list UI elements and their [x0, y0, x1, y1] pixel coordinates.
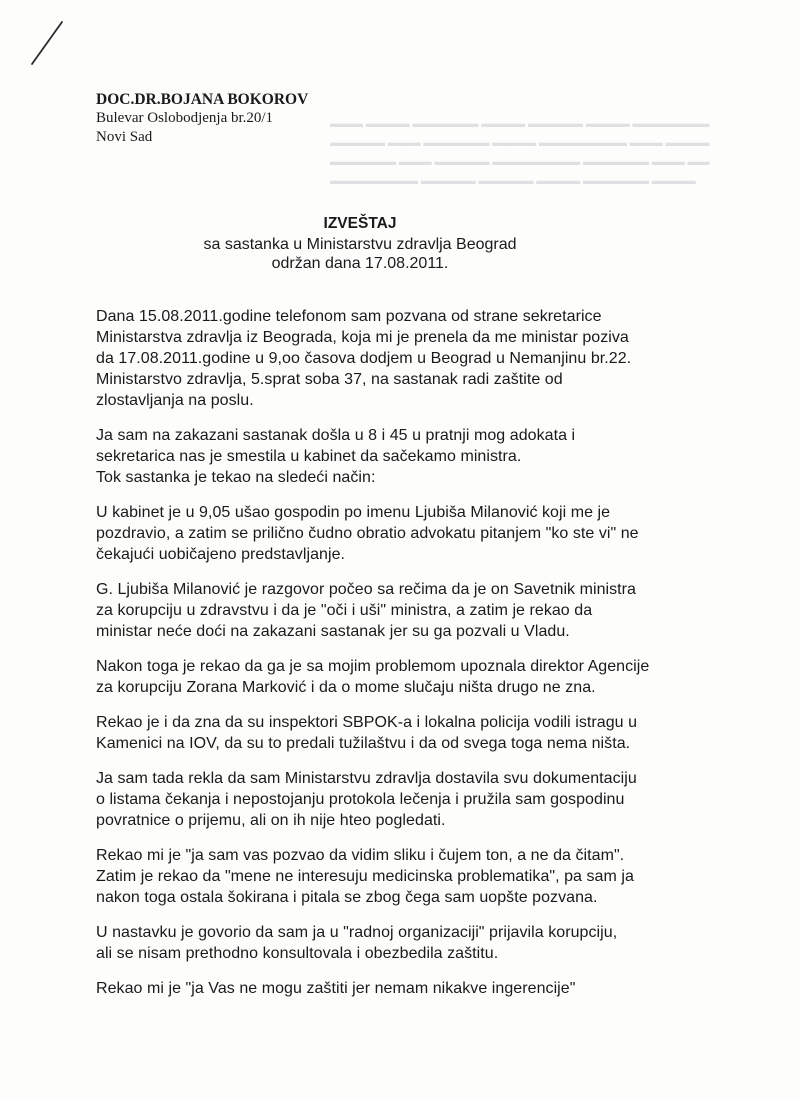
paragraph-line: Dana 15.08.2011.godine telefonom sam pozvana od strane sekretarice [96, 308, 602, 325]
paragraph-line: nakon toga ostala šokirana i pitala se zbog čega sam uopšte pozvana. [96, 889, 598, 906]
paragraph-line: Ministarstva zdravlja iz Beograda, koja mi je prenela da me ministar poziva [96, 329, 629, 346]
paragraph-line: čekajući uobičajeno predstavljanje. [96, 546, 346, 563]
body-paragraph [96, 845, 696, 908]
paragraph-line: U kabinet je u 9,05 ušao gospodin po imenu Ljubiša Milanović koji me je [96, 504, 611, 521]
body-paragraph [96, 306, 696, 411]
paragraph-line: Kamenici na IOV, da su to predali tužilaštvu i da od svega toga nema ništa. [96, 735, 631, 752]
paragraph-line: sekretarica nas je smestila u kabinet da sačekamo ministra. [96, 448, 522, 465]
body-paragraph [96, 922, 696, 964]
paragraph-line: Ja sam tada rekla da sam Ministarstvu zdravlja dostavila svu dokumentaciju [96, 770, 637, 787]
paragraph-line: Rekao mi je "ja sam vas pozvao da vidim sliku i čujem ton, a ne da čitam". [96, 847, 625, 864]
body-paragraph [96, 656, 696, 698]
body-paragraph [96, 978, 696, 999]
paragraph-line: za korupciju Zorana Marković i da o mome slučaju ništa drugo ne zna. [96, 679, 596, 696]
sender-street: Bulevar Oslobodjenja br.20/1 [96, 110, 274, 126]
report-subtitle: sa sastanka u Ministarstvu zdravlja Beograd [203, 236, 517, 253]
pen-stroke-mark [28, 18, 68, 68]
report-date: održan dana 17.08.2011. [271, 255, 449, 272]
body-paragraph [96, 712, 696, 754]
paragraph-line: pozdravio, a zatim se prilično čudno obratio advokatu pitanjem "ko ste vi" ne [96, 525, 639, 542]
paragraph-line: da 17.08.2011.godine u 9,oo časova dodjem u Beograd u Nemanjinu br.22. [96, 350, 632, 367]
paragraph-line: U nastavku je govorio da sam ja u "radnoj organizaciji" prijavila korupciju, [96, 924, 618, 941]
paragraph-line: G. Ljubiša Milanović je razgovor počeo sa rečima da je on Savetnik ministra [96, 581, 636, 598]
paragraph-line: zlostavljanja na poslu. [96, 392, 254, 409]
paragraph-line: za korupciju u zdravstvu i da je "oči i uši" ministra, a zatim je rekao da [96, 602, 593, 619]
body-paragraph [96, 579, 696, 642]
body-paragraph [96, 768, 696, 831]
show-through-text: ▬▬▬ ▬▬▬▬ ▬▬▬▬▬▬ ▬▬▬▬ ▬▬▬▬▬ ▬▬▬▬ ▬▬▬▬▬▬▬ ▬▬▬▬▬ ▬▬▬ ▬▬▬▬▬▬ ▬▬▬▬ ▬▬▬▬▬▬▬▬ ▬▬▬ ▬▬▬▬ ▬▬▬▬▬▬ ▬▬▬ ▬▬▬▬▬ ▬▬▬▬▬▬▬▬ ▬▬▬▬▬▬ ▬▬▬ ▬▬ ▬▬▬▬▬▬▬▬ ▬▬▬▬▬ ▬▬▬▬▬ ▬▬▬▬ ▬▬▬▬▬▬ ▬▬▬▬ [330, 118, 710, 187]
paragraph-line: Ja sam na zakazani sastanak došla u 8 i 45 u pratnji mog adokata i [96, 427, 576, 444]
paragraph-line: ali se nisam prethodno konsultovala i obezbedila zaštitu. [96, 945, 499, 962]
body-paragraph [96, 425, 696, 488]
body-paragraph [96, 502, 696, 565]
paragraph-line: Ministarstvo zdravlja, 5.sprat soba 37, na sastanak radi zaštite od [96, 371, 563, 388]
paragraph-line: povratnice o prijemu, ali on ih nije hteo pogledati. [96, 812, 446, 829]
paragraph-line: ministar neće doći na zakazani sastanak jer su ga pozvali u Vladu. [96, 623, 570, 640]
sender-city: Novi Sad [96, 129, 153, 145]
paragraph-line: Zatim je rekao da "mene ne interesuju medicinska problematika", pa sam ja [96, 868, 634, 885]
sender-address-block [96, 90, 308, 147]
paragraph-line: o listama čekanja i nepostojanju protokola lečenja i pružila sam gospodinu [96, 791, 625, 808]
paragraph-line: Nakon toga je rekao da ga je sa mojim problemom upoznala direktor Agencije [96, 658, 650, 675]
paragraph-line: Rekao je i da zna da su inspektori SBPOK-a i lokalna policija vodili istragu u [96, 714, 638, 731]
report-heading: IZVEŠTAJ [323, 215, 397, 232]
sender-name: DOC.DR.BOJANA BOKOROV [96, 91, 309, 108]
report-title-block [150, 214, 570, 273]
report-body [96, 306, 696, 1013]
paragraph-line: Rekao mi je "ja Vas ne mogu zaštiti jer nemam nikakve ingerencije" [96, 980, 576, 997]
paragraph-line: Tok sastanka je tekao na sledeći način: [96, 469, 376, 486]
